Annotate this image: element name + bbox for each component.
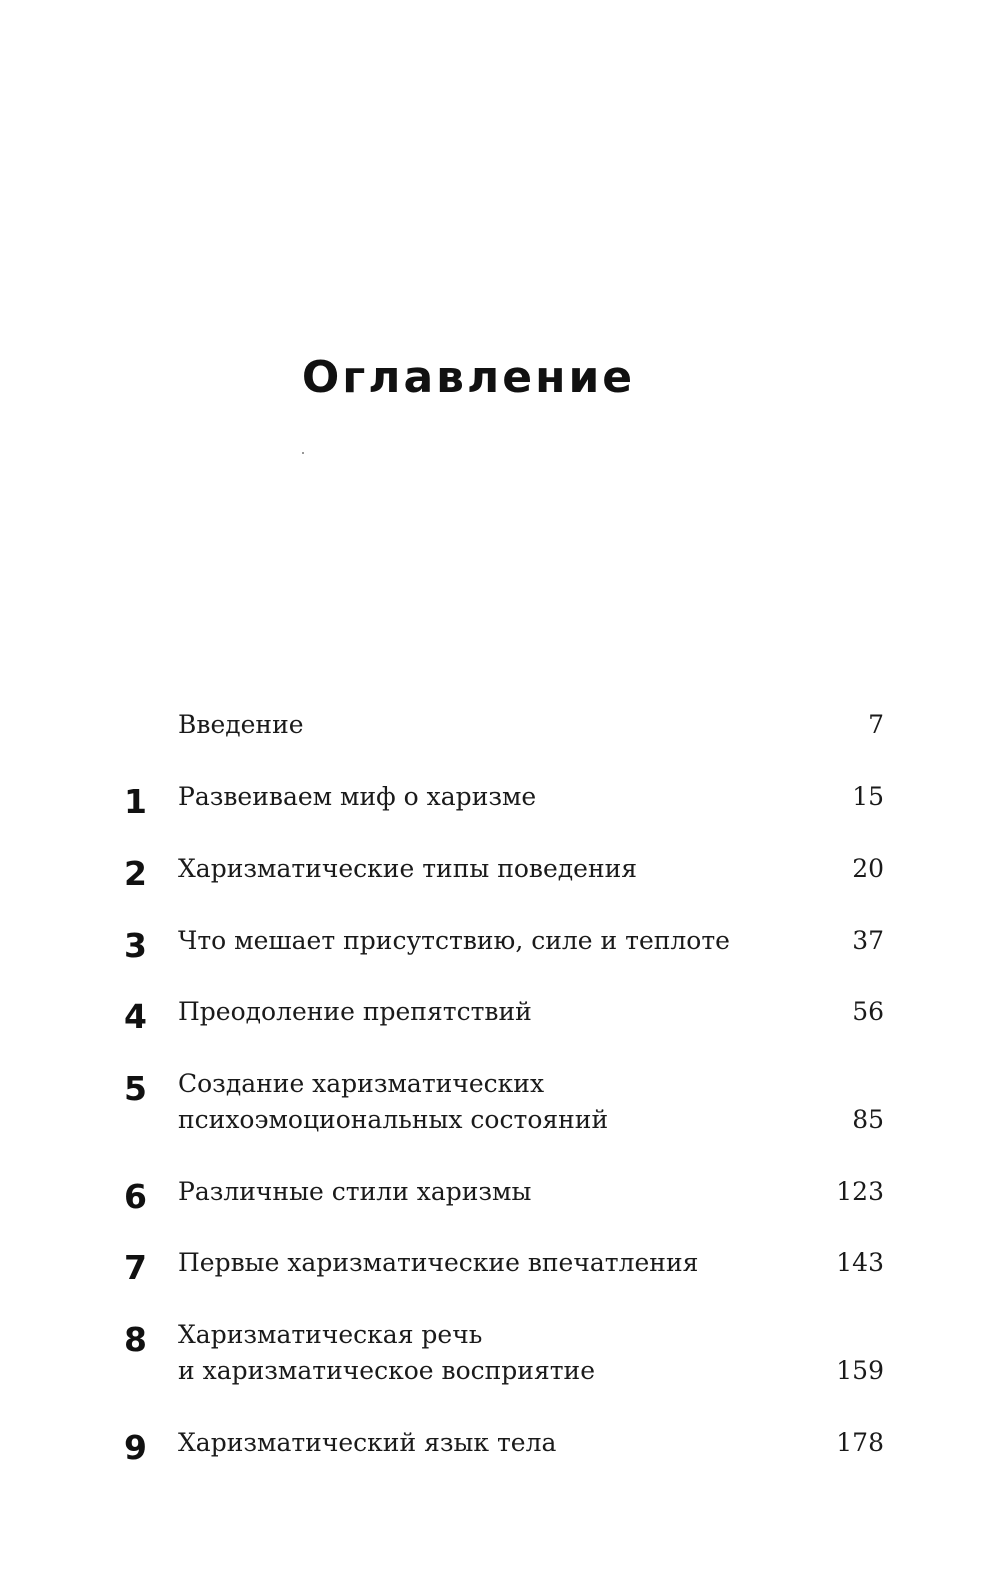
toc-page-number: 37: [852, 926, 884, 955]
toc-chapter-title: [178, 779, 798, 815]
toc-chapter-number: 1: [124, 782, 147, 821]
toc-title-line: Введение: [178, 710, 304, 739]
toc-title-line: Преодоление препятствий: [178, 997, 532, 1026]
toc-page-number: 15: [852, 782, 884, 811]
toc-title-line: Что мешает присутствию, силе и теплоте: [178, 926, 730, 955]
toc-page-number: 20: [852, 854, 884, 883]
toc-title-line: и харизматическое восприятие: [178, 1356, 596, 1385]
toc-chapter-title: [178, 1425, 798, 1461]
toc-chapter-number: 5: [124, 1069, 147, 1108]
toc-chapter-number: 8: [124, 1320, 147, 1359]
toc-chapter-number: 6: [124, 1177, 147, 1216]
toc-chapter-title: [178, 1066, 798, 1138]
toc-page-number: 143: [836, 1248, 884, 1277]
toc-chapter-number: 9: [124, 1428, 147, 1467]
toc-page-number: 123: [836, 1177, 884, 1206]
toc-chapter-title: [178, 1174, 798, 1210]
toc-chapter-number: 7: [124, 1248, 147, 1287]
toc-page-number: 85: [852, 1105, 884, 1134]
toc-chapter-title: [178, 851, 798, 887]
toc-title-line: Харизматический язык тела: [178, 1428, 557, 1457]
toc-chapter-number: 4: [124, 997, 147, 1036]
page-title: Оглавление: [301, 352, 636, 403]
toc-chapter-title: [178, 994, 798, 1030]
toc-title-line: психоэмоциональных состояний: [178, 1105, 609, 1134]
toc-chapter-title: [178, 923, 798, 959]
toc-chapter-title: [178, 707, 798, 743]
toc-chapter-title: [178, 1317, 798, 1389]
toc-chapter-number: 2: [124, 854, 147, 893]
toc-chapter-number: 3: [124, 926, 147, 965]
toc-page-number: 159: [836, 1356, 884, 1385]
toc-title-line: Развеиваем миф о харизме: [178, 782, 537, 811]
toc-title-line: Харизматическая речь: [178, 1320, 483, 1349]
toc-page-number: 178: [836, 1428, 884, 1457]
toc-page-number: 56: [852, 997, 884, 1026]
toc-title-line: Харизматические типы поведения: [178, 854, 638, 883]
toc-page-number: 7: [868, 710, 884, 739]
toc-title-line: Первые харизматические впечатления: [178, 1248, 699, 1277]
toc-chapter-title: [178, 1245, 798, 1281]
toc-title-line: Создание харизматических: [178, 1069, 545, 1098]
print-speck: [302, 452, 304, 454]
toc-title-line: Различные стили харизмы: [178, 1177, 532, 1206]
